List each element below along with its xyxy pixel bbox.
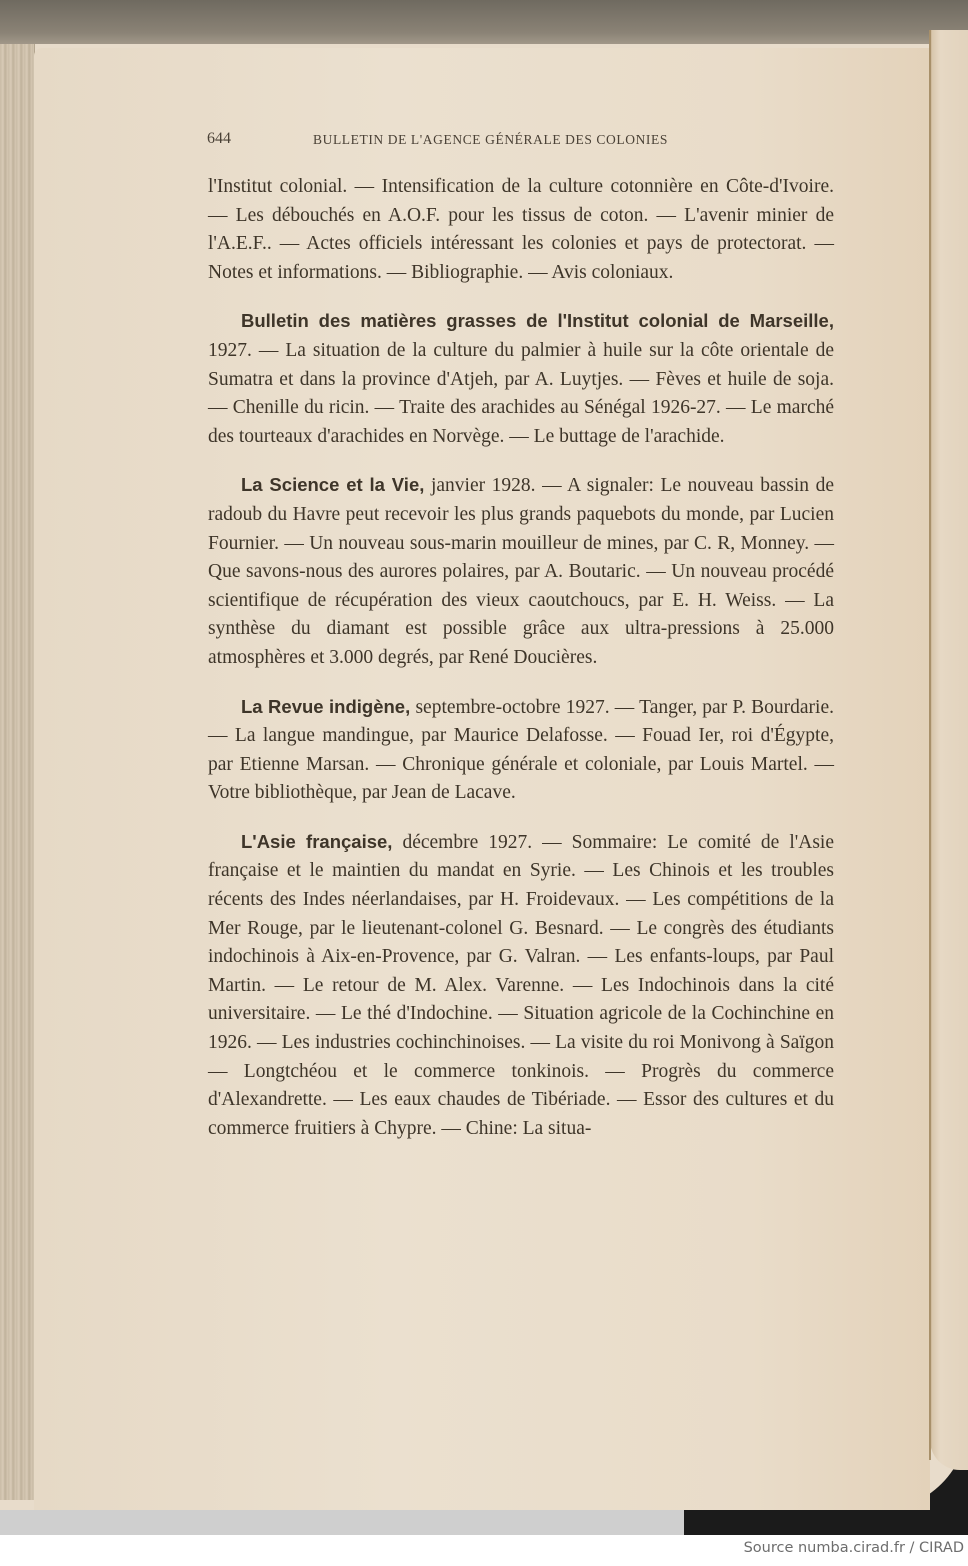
entry-text: décembre 1927. — Sommaire: Le comité de l'Asie française et le maintien du mandat en Syrie. — Les Chinois et les troubles récents des Indes néerlandaises, par H. Froidevaux. — Les compétitions de la Mer Rouge, par le lieutenant-colonel G. Besnard. — Le congrès des étudiants indochinois à Aix-en-Provence, par G. Valran. — Les enfants-loups, par Paul Martin. — Le retour de M. Alex. Varenne. — Les Indochinois dans la cité universitaire. — Le thé d'Indochine. — Situation agricole de la Cochinchine en 1926. — Les industries cochinchinoises. — La visite du roi Monivong à Saïgon — Longtchéou et le commerce tonkinois. — Progrès du commerce d'Alexandrette. — Les eaux chaudes de Tibériade. — Essor des cultures et du commerce fruitiers à Chypre. — Chine: La situa- (208, 831, 834, 1139)
source-credit: Source numba.cirad.fr / CIRAD (743, 1540, 964, 1556)
running-title: BULLETIN DE L'AGENCE GÉNÉRALE DES COLONIES (313, 132, 668, 147)
entry-revue-indigene (208, 693, 834, 808)
running-header (207, 130, 835, 152)
article-body (208, 172, 834, 1163)
facing-page-edge (930, 30, 968, 1470)
publication-title: Bulletin des matières grasses de l'Institut colonial de Marseille, (241, 310, 834, 332)
page-stack-edge (0, 44, 35, 1500)
entry-continuation (208, 172, 834, 287)
publication-title: La Revue indigène, (241, 695, 411, 717)
entry-text: septembre-octobre 1927. — Tanger, par P. Bourdarie. — La langue mandingue, par Maurice Delafosse. — Fouad Ier, roi d'Égypte, par Etienne Marsan. — Chronique générale et coloniale, par Louis Martel. — Votre bibliothèque, par Jean de Lacave. (208, 696, 834, 804)
entry-text: 1927. — La situation de la culture du palmier à huile sur la côte orientale de Sumatra et dans la province d'Atjeh, par A. Luytjes. — Fèves et huile de soja. — Chenille du ricin. — Traite des arachides au Sénégal 1926-27. — Le marché des tourteaux d'arachides en Norvège. — Le buttage de l'arachide. (208, 339, 834, 447)
entry-text: janvier 1928. — A signaler: Le nouveau bassin de radoub du Havre peut recevoir les plus grands paquebots du monde, par Lucien Fournier. — Un nouveau sous-marin mouilleur de mines, par C. R, Monney. — Que savons-nous des aurores polaires, par A. Boutaric. — Un nouveau procédé scientifique de récupération des vieux caoutchoucs, par E. H. Weiss. — La synthèse du diamant est possible grâce aux ultra-pressions à 25.000 atmosphères et 3.000 degrés, par René Doucières. (208, 475, 834, 668)
publication-title: La Science et la Vie, (241, 474, 425, 496)
publication-title: L'Asie française, (241, 830, 393, 852)
entry-science-et-vie (208, 471, 834, 672)
page-number: 644 (207, 130, 231, 147)
entry-text: l'Institut colonial. — Intensification de la culture cotonnière en Côte-d'Ivoire. — Les débouchés en A.O.F. pour les tissus de coton. — L'avenir minier de l'A.E.F.. — Actes officiels intéressant les colonies et pays de protectorat. — Notes et informations. — Bibliographie. — Avis coloniaux. (208, 176, 834, 283)
top-binding (0, 0, 968, 46)
gutter-line (929, 30, 931, 1460)
entry-bulletin-matieres-grasses (208, 307, 834, 451)
entry-asie-francaise (208, 828, 834, 1144)
